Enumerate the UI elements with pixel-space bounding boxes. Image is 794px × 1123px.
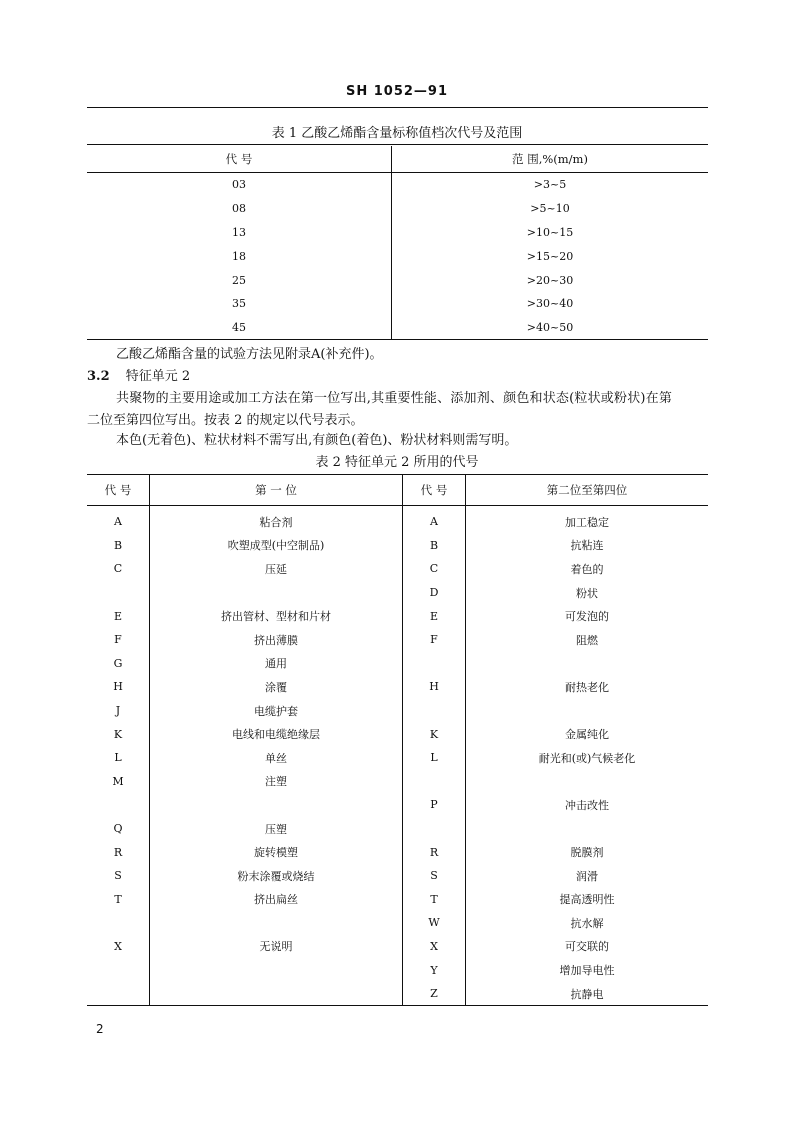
table1-code-cell: 45	[87, 316, 392, 340]
table2-row	[87, 746, 708, 770]
table1-code-cell: 08	[87, 197, 392, 221]
table1-header-code: 代 号	[87, 146, 392, 173]
table2-code-1-cell	[87, 911, 150, 935]
table2-header-code-2: 代 号	[403, 475, 466, 506]
table2-code-2-cell: L	[403, 746, 466, 770]
table1-caption: 表 1 乙酸乙烯酯含量标称值档次代号及范围	[271, 126, 523, 141]
table1-header-range: 范 围,%(m/m)	[392, 146, 709, 173]
section-number: 3.2	[87, 369, 110, 384]
table2-row	[87, 770, 708, 794]
table1-code-cell: 35	[87, 292, 392, 316]
paragraph-1-line-2: 二位至第四位写出。按表 2 的规定以代号表示。	[87, 413, 364, 428]
standard-code: SH 1052—91	[345, 84, 449, 99]
table2-code-1-cell: K	[87, 722, 150, 746]
table2-first-position-cell: 挤出管材、型材和片材	[150, 604, 403, 628]
table2-second-to-fourth-cell	[466, 699, 709, 723]
table2-code-1-cell: G	[87, 652, 150, 676]
table2-code-1-cell: S	[87, 864, 150, 888]
table1-row	[87, 292, 708, 316]
header-rule	[87, 107, 708, 108]
table2-code-1-cell: A	[87, 506, 150, 534]
table1-row	[87, 173, 708, 197]
table2-first-position-cell: 挤出薄膜	[150, 628, 403, 652]
table2-first-position-cell: 吹塑成型(中空制品)	[150, 534, 403, 558]
table2-code-2-cell: Z	[403, 982, 466, 1006]
table2-row	[87, 935, 708, 959]
table2-code-2-cell: K	[403, 722, 466, 746]
table2-first-position-cell: 粉末涂覆或烧结	[150, 864, 403, 888]
table2-second-to-fourth-cell	[466, 652, 709, 676]
table2-second-to-fourth-cell: 可发泡的	[565, 610, 609, 624]
table2-code-2-cell: H	[403, 675, 466, 699]
table2-row	[87, 534, 708, 558]
table2-code-2-cell	[403, 699, 466, 723]
table2-code-2-cell	[403, 770, 466, 794]
table1-row	[87, 316, 708, 340]
table2-code-1-cell: E	[87, 604, 150, 628]
table2-first-position-cell: 单丝	[150, 746, 403, 770]
table2	[87, 474, 708, 1006]
table2-second-to-fourth-cell: 可交联的	[565, 940, 609, 954]
table2-code-1-cell: L	[87, 746, 150, 770]
table1-range-cell: >20~30	[526, 273, 574, 287]
table2-code-2-cell: A	[403, 506, 466, 534]
table1-top-rule	[87, 144, 708, 145]
table2-second-to-fourth-cell: 耐热老化	[565, 680, 609, 694]
table1	[87, 146, 708, 340]
table2-second-to-fourth-cell: 抗粘连	[570, 539, 604, 553]
table2-code-2-cell: E	[403, 604, 466, 628]
table2-code-1-cell	[87, 581, 150, 605]
table2-second-to-fourth-cell	[466, 770, 709, 794]
table2-second-to-fourth-cell: 阻燃	[576, 633, 598, 647]
table2-row	[87, 581, 708, 605]
table2-first-position-cell	[150, 793, 403, 817]
table2-first-position-cell: 挤出扁丝	[150, 888, 403, 912]
table2-first-position-cell: 粘合剂	[150, 506, 403, 534]
table2-second-to-fourth-cell: 加工稳定	[565, 515, 609, 529]
table2-code-1-cell: X	[87, 935, 150, 959]
table1-code-cell: 13	[87, 221, 392, 245]
table2-first-position-cell: 涂覆	[150, 675, 403, 699]
table1-range-cell: >40~50	[526, 321, 574, 335]
table2-code-2-cell: Y	[403, 958, 466, 982]
table2-code-1-cell: B	[87, 534, 150, 558]
table2-code-2-cell: T	[403, 888, 466, 912]
table2-second-to-fourth-cell: 脱膜剂	[570, 846, 604, 860]
table1-header-row	[87, 146, 708, 173]
table2-code-2-cell: C	[403, 557, 466, 581]
paragraph-2: 本色(无着色)、粒状材料不需写出,有颜色(着色)、粉状材料则需写明。	[116, 433, 518, 448]
table1-bottom-rule	[87, 339, 708, 340]
table2-code-2-cell: D	[403, 581, 466, 605]
table2-code-2-cell: B	[403, 534, 466, 558]
table2-code-2-cell: S	[403, 864, 466, 888]
table2-code-1-cell: Q	[87, 817, 150, 841]
table2-code-2-cell: R	[403, 840, 466, 864]
table2-header-row	[87, 475, 708, 506]
table2-code-2-cell: X	[403, 935, 466, 959]
table2-second-to-fourth-cell: 着色的	[570, 562, 604, 576]
table2-code-1-cell	[87, 793, 150, 817]
table2-first-position-cell	[150, 911, 403, 935]
table2-code-2-cell: P	[403, 793, 466, 817]
table2-header-code-1: 代 号	[87, 475, 150, 506]
table1-range-cell: >5~10	[530, 202, 570, 216]
table2-row	[87, 722, 708, 746]
table2-header-first-position: 第 一 位	[150, 475, 403, 506]
test-method-note: 乙酸乙烯酯含量的试验方法见附录A(补充件)。	[116, 347, 383, 362]
table2-first-position-cell: 电缆护套	[150, 699, 403, 723]
table2-code-1-cell: C	[87, 557, 150, 581]
table2-code-1-cell: F	[87, 628, 150, 652]
table2-row	[87, 840, 708, 864]
table2-row	[87, 699, 708, 723]
table2-row	[87, 793, 708, 817]
table2-row	[87, 864, 708, 888]
table2-second-to-fourth-cell: 提高透明性	[559, 893, 615, 907]
table1-range-cell: >15~20	[526, 249, 574, 263]
table2-second-to-fourth-cell: 冲击改性	[565, 798, 609, 812]
table2-first-position-cell	[150, 581, 403, 605]
table2-code-1-cell: H	[87, 675, 150, 699]
table1-code-cell: 18	[87, 244, 392, 268]
paragraph-1-line-1: 共聚物的主要用途或加工方法在第一位写出,其重要性能、添加剂、颜色和状态(粒状或粉状)在第	[116, 391, 673, 406]
table2-code-2-cell	[403, 652, 466, 676]
table2-first-position-cell: 通用	[150, 652, 403, 676]
table1-range-cell: >10~15	[526, 225, 574, 239]
table1-row	[87, 197, 708, 221]
table2-code-2-cell: W	[403, 911, 466, 935]
table2-row	[87, 958, 708, 982]
section-heading	[87, 366, 190, 388]
table2-code-1-cell: R	[87, 840, 150, 864]
table2-code-1-cell: J	[87, 699, 150, 723]
table2-row	[87, 628, 708, 652]
table2-second-to-fourth-cell: 润滑	[576, 869, 598, 883]
table2-row	[87, 817, 708, 841]
table2-row	[87, 982, 708, 1006]
table1-range-cell: >3~5	[533, 178, 567, 192]
table2-second-to-fourth-cell: 耐光和(或)气候老化	[538, 751, 636, 765]
table2-row	[87, 604, 708, 628]
table2-first-position-cell: 旋转模塑	[150, 840, 403, 864]
table2-row	[87, 675, 708, 699]
table1-row	[87, 221, 708, 245]
table2-first-position-cell	[150, 958, 403, 982]
table1-row	[87, 268, 708, 292]
table2-first-position-cell	[150, 982, 403, 1006]
table2-row	[87, 888, 708, 912]
table2-second-to-fourth-cell: 粉状	[576, 586, 598, 600]
table2-code-2-cell	[403, 817, 466, 841]
table2-second-to-fourth-cell	[466, 817, 709, 841]
table2-code-1-cell	[87, 982, 150, 1006]
table2-first-position-cell: 电线和电缆绝缘层	[150, 722, 403, 746]
table2-caption: 表 2 特征单元 2 所用的代号	[315, 455, 479, 470]
table1-code-cell: 03	[87, 173, 392, 197]
table2-row	[87, 557, 708, 581]
table2-code-1-cell: M	[87, 770, 150, 794]
table1-range-cell: >30~40	[526, 297, 574, 311]
table2-code-1-cell: T	[87, 888, 150, 912]
table2-header-second-to-fourth: 第二位至第四位	[466, 475, 709, 506]
table2-first-position-cell: 注塑	[150, 770, 403, 794]
table2-second-to-fourth-cell: 增加导电性	[559, 964, 615, 978]
table1-row	[87, 244, 708, 268]
table2-second-to-fourth-cell: 抗静电	[466, 982, 709, 1006]
table2-row	[87, 911, 708, 935]
table2-code-2-cell: F	[403, 628, 466, 652]
table2-code-1-cell	[87, 958, 150, 982]
table2-row	[87, 506, 708, 534]
table2-first-position-cell: 无说明	[150, 935, 403, 959]
table2-second-to-fourth-cell: 抗水解	[570, 916, 604, 930]
table2-row	[87, 652, 708, 676]
page-number: 2	[96, 1022, 104, 1036]
table1-code-cell: 25	[87, 268, 392, 292]
table2-second-to-fourth-cell: 金属纯化	[565, 728, 609, 742]
section-title: 特征单元 2	[125, 369, 191, 384]
table2-first-position-cell: 压延	[150, 557, 403, 581]
table2-first-position-cell: 压塑	[150, 817, 403, 841]
